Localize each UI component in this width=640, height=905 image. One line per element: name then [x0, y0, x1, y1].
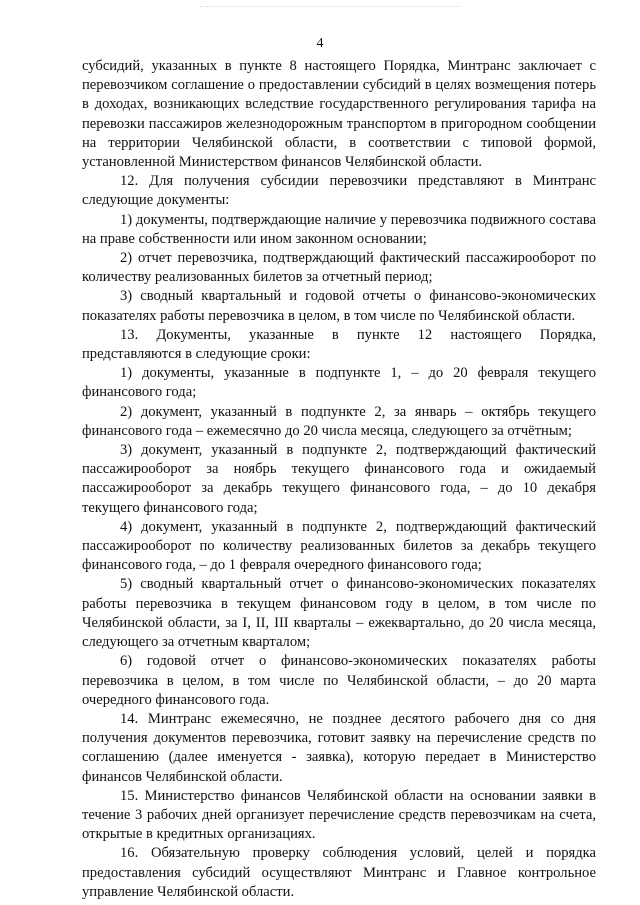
scan-artifact: [200, 6, 460, 13]
paragraph-13-item-2: 2) документ, указанный в подпункте 2, за январь – октябрь текущего финансового года – ежемесячно до 20 числа месяца, следующего за отчётным;: [82, 403, 596, 439]
paragraph-13-item-6: 6) годовой отчет о финансово-экономических показателях работы перевозчика в целом, в том числе по Челябинской области, – до 20 марта очередного финансового года.: [82, 653, 596, 708]
paragraph-14: 14. Минтранс ежемесячно, не позднее десятого рабочего дня со дня получения документов перевозчика, готовит заявку на перечисление средств по соглашению (далее именуется - заявка), которую передает в Министерство финансов Челябинской области.: [82, 710, 596, 785]
paragraph-13: 13. Документы, указанные в пункте 12 настоящего Порядка, представляются в следующие сроки:: [82, 326, 596, 363]
paragraph-12-item-1: 1) документы, подтверждающие наличие у перевозчика подвижного состава на праве собственности или ином законном основании;: [82, 211, 596, 247]
page-number: 4: [316, 36, 324, 51]
paragraph-13-item-4: 4) документ, указанный в подпункте 2, подтверждающий фактический пассажирооборот по количеству реализованных билетов за декабрь текущего финансового года, – до 1 февраля очередного финансового года;: [82, 518, 596, 574]
paragraph-13-item-3: 3) документ, указанный в подпункте 2, подтверждающий фактический пассажирооборот за ноябрь текущего финансового года и ожидаемый пассажирооборот за декабрь текущего финансового года, – до 10 декабря текущего финансового года;: [82, 442, 596, 516]
document-body: [82, 57, 596, 902]
paragraph-11-continuation: субсидий, указанных в пункте 8 настоящего Порядка, Минтранс заключает с перевозчиком соглашение о предоставлении субсидий в целях возмещения потерь в доходах, возникающих вследствие государственного регулирования тарифа на перевозки пассажиров железнодорожным транспортом в пригородном сообщении на территории Челябинской области, в соответствии с типовой формой, установленной Министерством финансов Челябинской области.: [82, 58, 596, 171]
paragraph-13-item-5: 5) сводный квартальный отчет о финансово-экономических показателях работы перевозчика в текущем финансовом году в целом, в том числе по Челябинской области, за I, II, III кварталы – ежеквартально, до 20 числа месяца, следующего за отчетным кварталом;: [82, 576, 596, 651]
paragraph-12-item-2: 2) отчет перевозчика, подтверждающий фактический пассажирооборот по количеству реализованных билетов за отчетный период;: [82, 250, 596, 286]
paragraph-16: 16. Обязательную проверку соблюдения условий, целей и порядка предоставления субсидий осуществляют Минтранс и Главное контрольное управление Челябинской области.: [82, 845, 596, 900]
paragraph-15: 15. Министерство финансов Челябинской области на основании заявки в течение 3 рабочих дней организует перечисление средств перевозчикам на счета, открытые в кредитных организациях.: [82, 787, 596, 843]
paragraph-12: 12. Для получения субсидии перевозчики представляют в Минтранс следующие документы:: [82, 173, 596, 209]
paragraph-13-item-1: 1) документы, указанные в подпункте 1, – до 20 февраля текущего финансового года;: [82, 365, 596, 401]
paragraph-12-item-3: 3) сводный квартальный и годовой отчеты о финансово-экономических показателях работы перевозчика в целом, в том числе по Челябинской области.: [82, 288, 596, 324]
